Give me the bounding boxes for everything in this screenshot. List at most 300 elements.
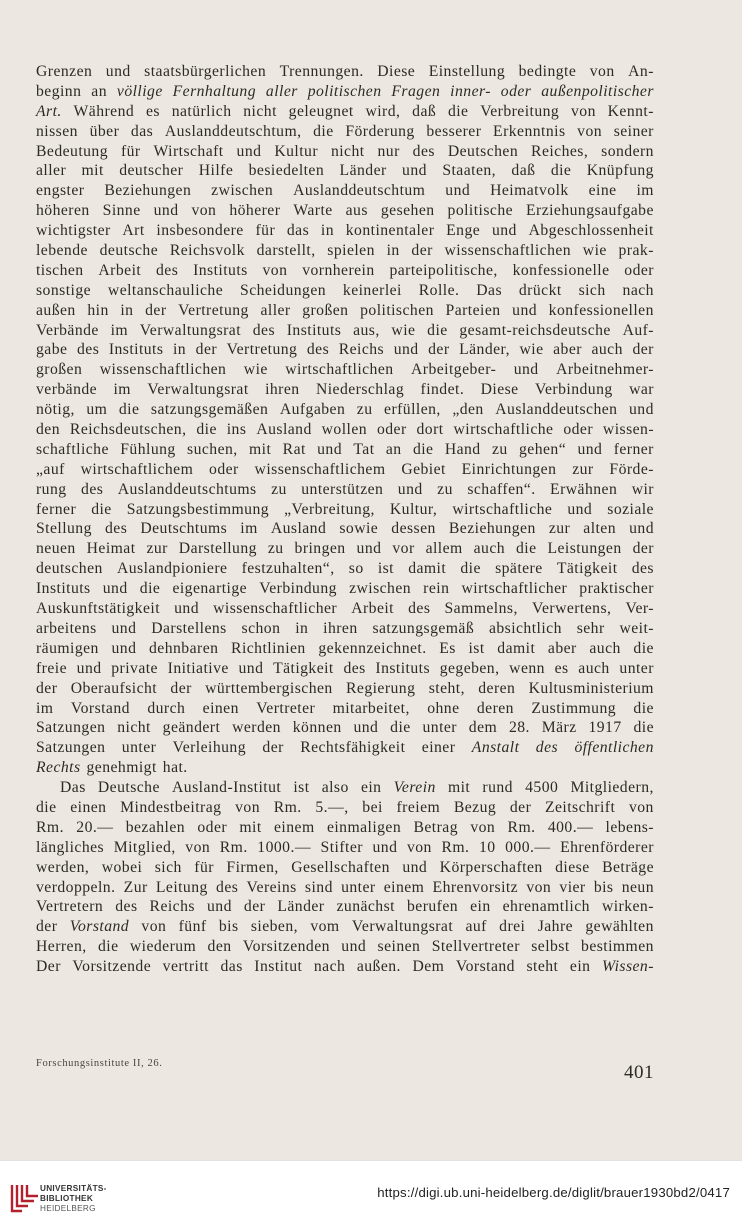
word: geleugnet — [288, 102, 354, 120]
word: die — [97, 938, 119, 956]
word: Art. — [36, 102, 62, 120]
word: Hand — [444, 440, 481, 458]
word: alten — [583, 520, 617, 538]
word: hin — [87, 301, 109, 319]
word: Kennt- — [607, 102, 654, 120]
text-line — [36, 400, 654, 420]
word: aber — [547, 639, 577, 657]
word: Sammelns, — [444, 600, 518, 618]
text-line — [36, 500, 654, 520]
word: Auslanddeutschtum, — [164, 122, 302, 140]
word: mit — [81, 162, 104, 180]
word: und — [102, 580, 128, 598]
word: wissenschaftlichen — [99, 361, 227, 379]
word: von — [191, 202, 217, 220]
word: Herren, — [36, 938, 87, 956]
word: diese — [555, 858, 590, 876]
word: Enge — [446, 222, 481, 240]
word: die — [36, 798, 57, 816]
word: Staaten, — [442, 162, 497, 180]
word: deutscher — [119, 162, 184, 180]
word: Regierung — [346, 679, 416, 697]
word: des — [104, 520, 128, 538]
word: ferner — [613, 440, 654, 458]
word: vier — [559, 878, 586, 896]
text-line — [36, 798, 654, 818]
word: Tat — [353, 440, 375, 458]
word: ihren — [265, 381, 300, 399]
word: Firmen, — [226, 858, 279, 876]
word: in — [386, 242, 400, 260]
word: Ausland-Institut — [172, 779, 282, 797]
word: die — [633, 719, 654, 737]
word: Arbeitnehmer- — [556, 361, 654, 379]
word: höherer — [229, 202, 281, 220]
word: bis — [593, 878, 614, 896]
word: 400.— — [547, 818, 594, 836]
word: längliches — [36, 838, 105, 856]
word: ist — [377, 560, 394, 578]
text-line — [36, 102, 654, 122]
word: oder — [563, 421, 594, 439]
word: Zeitschrift — [544, 798, 616, 816]
word: 4500 — [525, 779, 559, 797]
word: mitarbeitet, — [332, 699, 410, 717]
word: von — [470, 818, 496, 836]
word: wichtigster — [36, 222, 111, 240]
word: und — [512, 301, 538, 319]
text-line — [36, 122, 654, 142]
word: Rat — [282, 440, 306, 458]
text-line — [36, 440, 654, 460]
word: und — [402, 858, 428, 876]
word: verbände — [36, 381, 98, 399]
word: rung — [36, 480, 67, 498]
word: und — [236, 142, 262, 160]
word: werden — [232, 719, 281, 737]
text-line — [36, 619, 654, 639]
word: Länder — [277, 898, 325, 916]
page-url[interactable]: https://digi.ub.uni-heidelberg.de/diglit/brauer1930bd2/0417 — [377, 1185, 730, 1200]
word: daß — [412, 102, 437, 120]
text-line — [36, 778, 654, 798]
word: das — [286, 222, 310, 240]
word: wollen — [321, 421, 368, 439]
word: Grenzen — [36, 63, 93, 80]
word: Verwaltungsrat — [139, 321, 242, 339]
word: Vorstand — [455, 958, 515, 976]
word: Abgeschlossenheit — [528, 222, 654, 240]
word: unter — [341, 878, 376, 896]
word: und — [105, 63, 131, 80]
word: Verwaltungsrat — [351, 918, 454, 936]
text-line — [36, 559, 654, 579]
word: auch — [591, 341, 623, 359]
word: Gesellschaften — [291, 858, 390, 876]
word: ein — [470, 898, 491, 916]
word: Institut — [254, 958, 303, 976]
word: Rm. — [36, 818, 64, 836]
word: die — [550, 162, 572, 180]
word: ein — [360, 779, 382, 797]
word: aus, — [353, 321, 380, 339]
word: mit — [447, 779, 471, 797]
word: arbeitens — [36, 619, 97, 637]
word: erfüllen, — [384, 401, 441, 419]
word: zur — [548, 520, 571, 538]
word: Ausland — [256, 421, 312, 439]
word: die — [196, 421, 217, 439]
word: Scheidungen — [240, 281, 327, 299]
word: dessen — [391, 520, 436, 538]
word: die — [412, 440, 434, 458]
word: bis — [218, 918, 239, 936]
word: Gebiet — [401, 460, 446, 478]
word: es — [145, 102, 160, 120]
word: Auslandpioniere — [116, 560, 228, 578]
word: Es — [439, 639, 456, 657]
word: Ausland — [270, 520, 327, 538]
word: Instituts — [36, 580, 91, 598]
word: Satzungsbestimmung — [126, 500, 270, 518]
viewer-footer — [0, 1160, 742, 1230]
text-line — [36, 281, 654, 301]
word: Hilfe — [198, 162, 234, 180]
word: großen — [36, 361, 83, 379]
word: verdoppeln. — [36, 878, 116, 896]
text-line — [36, 699, 654, 719]
word: Ehrenförderer — [560, 838, 654, 856]
word: der — [36, 918, 58, 936]
text-line — [36, 897, 654, 917]
word: die — [390, 719, 411, 737]
word: schon — [241, 619, 281, 637]
word: aller — [260, 301, 291, 319]
word: wirtschaftlichem — [80, 460, 194, 478]
text-line — [36, 858, 654, 878]
word: weltanschauliche — [107, 281, 224, 299]
word: und — [445, 182, 471, 200]
word: 1917 — [588, 719, 622, 737]
word: Heimat — [86, 540, 136, 558]
word: Niederschlag — [315, 381, 405, 399]
word: außenpolitischer — [541, 82, 654, 100]
word: für — [255, 222, 276, 240]
word: zunächst — [336, 898, 395, 916]
word: und — [174, 600, 200, 618]
library-name-line: BIBLIOTHEK — [40, 1193, 94, 1203]
word: insbesondere — [156, 222, 244, 240]
word: neuen — [36, 540, 76, 558]
word: sind — [304, 878, 333, 896]
word: die — [447, 102, 469, 120]
word: schaftliche — [36, 440, 109, 458]
word: kontinentaler — [345, 222, 435, 240]
word: der — [262, 739, 284, 757]
word: deutsche — [99, 242, 159, 260]
word: besserer — [426, 122, 482, 140]
word: und — [393, 341, 419, 359]
word: zu — [267, 540, 284, 558]
word: der — [411, 242, 433, 260]
word: Arbeit — [351, 600, 394, 618]
word: wissenschaftlicher — [213, 600, 338, 618]
word: damit — [497, 639, 536, 657]
word: Bedeutung — [36, 142, 109, 160]
word: ihren — [323, 619, 358, 637]
word: Zur — [123, 878, 148, 896]
word: mit — [239, 818, 262, 836]
word: Kultusministerium — [528, 679, 654, 697]
text-line — [36, 181, 654, 201]
word: von — [577, 122, 603, 140]
text-line — [36, 718, 654, 738]
word: bringen — [294, 540, 346, 558]
word: von — [406, 838, 432, 856]
word: Rolle. — [418, 281, 460, 299]
word: Auslanddeutschtum — [293, 182, 426, 200]
text-line — [36, 201, 654, 221]
text-line — [36, 301, 654, 321]
word: für — [120, 142, 141, 160]
word: hat. — [162, 759, 188, 777]
word: Reichs — [338, 341, 385, 359]
word: im — [110, 321, 129, 339]
word: Das — [476, 281, 502, 299]
word: deren — [476, 699, 514, 717]
word: württembergischen — [205, 679, 333, 697]
word: von — [526, 878, 552, 896]
word: gegeben, — [439, 659, 500, 677]
word: Länder, — [459, 341, 510, 359]
word: Verbände — [36, 321, 99, 339]
word: von — [185, 838, 211, 856]
word: wissenschaftlichem — [254, 460, 386, 478]
word: „den — [452, 401, 484, 419]
word: so — [348, 560, 364, 578]
word: aller — [36, 162, 67, 180]
word: im — [113, 381, 131, 399]
word: Förde- — [609, 460, 654, 478]
word: Erziehungsaufgabe — [526, 202, 654, 220]
word: großen — [302, 301, 349, 319]
word: öffentlichen — [574, 739, 654, 757]
word: Oberaufsicht — [70, 679, 158, 697]
word: und — [567, 500, 593, 518]
word: es — [554, 659, 569, 677]
word: vertritt — [162, 958, 209, 976]
word: Deutschen — [447, 142, 519, 160]
word: die — [118, 401, 140, 419]
word: war — [629, 381, 654, 399]
word: können — [292, 719, 342, 737]
word: im — [636, 182, 654, 200]
word: steht, — [428, 679, 465, 697]
word: bei — [362, 798, 383, 816]
text-line — [36, 261, 654, 281]
word: Leistungen — [547, 540, 622, 558]
word: unter — [619, 659, 654, 677]
word: nicht — [117, 719, 151, 737]
word: Stellung — [36, 520, 92, 538]
word: konfessionelle — [512, 261, 610, 279]
word: Anstalt — [471, 739, 520, 757]
word: Aufgaben — [279, 401, 346, 419]
word: Jahre — [537, 918, 574, 936]
word: bedingte — [518, 63, 577, 80]
text-line — [36, 62, 654, 82]
word: einem — [383, 878, 425, 896]
word: Fragen — [391, 82, 441, 100]
library-name-line: HEIDELBERG — [40, 1203, 96, 1213]
word: räumigen — [36, 639, 99, 657]
word: Förderung — [345, 122, 415, 140]
word: 10 — [478, 838, 496, 856]
word: auf — [465, 918, 487, 936]
word: des — [306, 341, 330, 359]
word: Rm. — [273, 798, 302, 816]
page-number: 401 — [624, 1062, 654, 1083]
word: damit — [408, 560, 447, 578]
word: prak- — [618, 242, 654, 260]
word: wir — [631, 480, 654, 498]
library-name — [40, 1184, 107, 1213]
word: ein — [569, 958, 591, 976]
word: durch — [147, 699, 186, 717]
word: sich — [154, 858, 182, 876]
text-line — [36, 957, 654, 977]
word: deutschen — [36, 560, 103, 578]
word: bezahlen — [125, 818, 186, 836]
word: keinerlei — [342, 281, 402, 299]
word: Zustimmung — [531, 699, 617, 717]
word: Auslanddeutschtums — [117, 480, 257, 498]
word: Art — [122, 222, 145, 240]
word: der — [145, 301, 167, 319]
word: Instituts — [193, 261, 248, 279]
word: gabe — [36, 341, 68, 359]
word: bestimmen — [581, 938, 654, 956]
word: Reichsdeutschen, — [69, 421, 187, 439]
word: einer — [421, 739, 456, 757]
word: zu — [356, 401, 373, 419]
word: „auf — [36, 460, 65, 478]
word: Rm. — [441, 838, 470, 856]
word: Fernhaltung — [172, 82, 257, 100]
word: und — [577, 440, 603, 458]
word: unterstützen — [301, 480, 384, 498]
word: in — [120, 301, 134, 319]
word: des — [343, 659, 366, 677]
text-line — [36, 460, 654, 480]
word: Instituts — [286, 321, 342, 339]
word: des — [216, 878, 239, 896]
word: Vertretung — [226, 341, 298, 359]
word: und — [153, 202, 179, 220]
word: zwischen — [349, 580, 412, 598]
word: also — [321, 779, 349, 797]
text-line — [36, 838, 654, 858]
text-line — [36, 917, 654, 937]
word: und — [206, 898, 232, 916]
word: für — [194, 858, 214, 876]
word: Knüpfung — [586, 162, 654, 180]
word: oder — [209, 460, 239, 478]
word: Länder — [339, 162, 387, 180]
word: von — [235, 798, 261, 816]
word: sonstige — [36, 281, 92, 299]
text-line — [36, 221, 654, 241]
word: in — [295, 619, 309, 637]
text-line — [36, 142, 654, 162]
word: An- — [628, 63, 654, 80]
word: Kultur, — [389, 500, 438, 518]
word: des — [252, 321, 276, 339]
word: nach — [313, 958, 346, 976]
word: deren — [478, 679, 516, 697]
word: oder — [624, 261, 654, 279]
word: von — [262, 261, 288, 279]
word: ferner — [36, 500, 77, 518]
word: wobei — [101, 858, 143, 876]
word: Auf- — [622, 321, 654, 339]
word: daß — [511, 162, 536, 180]
word: von — [628, 798, 654, 816]
word: „Verbreitung, — [284, 500, 375, 518]
word: Diese — [480, 381, 519, 399]
word: Reichsvolk — [169, 242, 245, 260]
word: die — [633, 639, 654, 657]
word: außen — [36, 301, 76, 319]
word: Ver- — [625, 600, 654, 618]
word: und — [402, 162, 427, 180]
word: der — [170, 679, 192, 697]
word: vornherein — [302, 261, 375, 279]
word: Beträge — [602, 858, 654, 876]
word: oder — [500, 82, 532, 100]
text-line — [36, 360, 654, 380]
word: allem — [425, 540, 463, 558]
word: des — [412, 142, 435, 160]
text-line — [36, 758, 654, 778]
text-line — [36, 241, 654, 261]
word: des — [631, 560, 654, 578]
word: und — [628, 401, 654, 419]
word: nicht — [330, 142, 365, 160]
text-line — [36, 639, 654, 659]
word: der — [509, 798, 532, 816]
word: gesamt-reichsdeutsche — [459, 321, 611, 339]
word: sieben, — [250, 918, 298, 936]
word: Initiative — [167, 659, 229, 677]
word: von — [141, 918, 167, 936]
word: Wissen- — [601, 958, 654, 976]
word: Vorstand — [69, 918, 130, 936]
word: vor — [392, 540, 415, 558]
word: auch — [473, 540, 506, 558]
word: 1000.— — [257, 838, 311, 856]
word: Leitung — [155, 878, 208, 896]
text-line — [36, 579, 654, 599]
word: wirken- — [601, 898, 654, 916]
word: Rechtsfähigkeit — [300, 739, 406, 757]
word: oder — [376, 421, 407, 439]
word: zwischen — [211, 182, 274, 200]
word: sowie — [339, 520, 379, 538]
text-line — [36, 380, 654, 400]
word: Reichs — [149, 898, 195, 916]
word: im — [36, 699, 54, 717]
